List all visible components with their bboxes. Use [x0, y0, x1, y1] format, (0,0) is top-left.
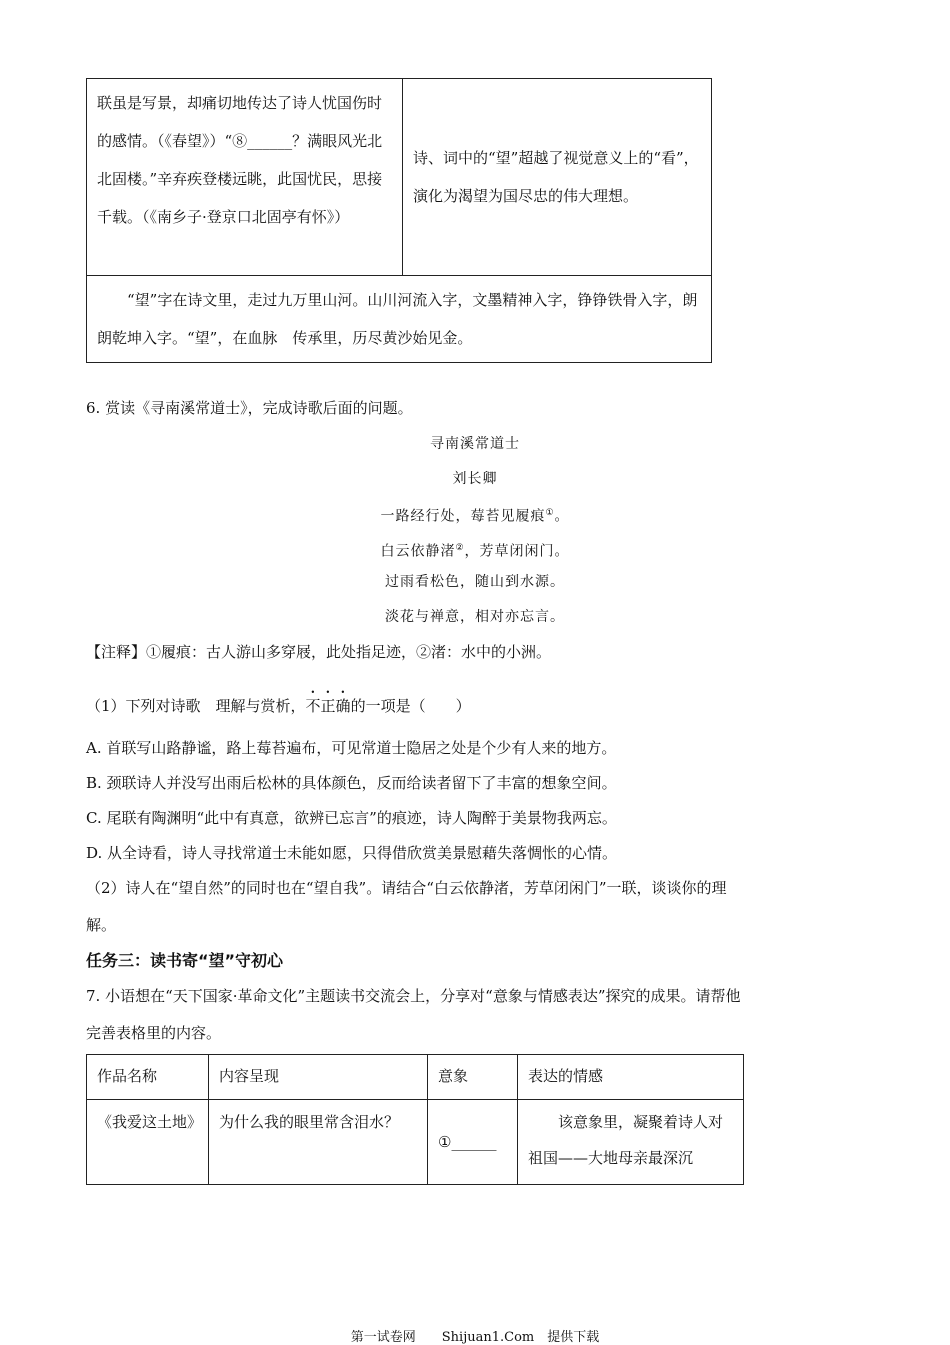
note-marker-1: ① [545, 508, 555, 518]
question-6-sub2-line2: 解。 [86, 916, 117, 934]
header-content: 内容呈现 [209, 1055, 428, 1100]
option-c: C. 尾联有陶渊明“此中有真意，欲辨已忘言”的痕迹，诗人陶醉于美景物我两忘。 [86, 809, 617, 827]
emphasis-text: 不正确 [305, 697, 351, 715]
poem-line-1: 一路经行处，莓苔见履痕①。 [380, 508, 570, 525]
option-d: D. 从全诗看，诗人寻找常道士未能如愿，只得借欣赏美景慰藉失落惆怅的心情。 [86, 844, 618, 862]
header-imagery: 意象 [428, 1055, 518, 1100]
cell-work-title: 《我爱这土地》 [87, 1100, 209, 1185]
task-3-heading: 任务三：读书寄“望”守初心 [86, 951, 284, 970]
cell-imagery-blank: ①______ [428, 1100, 518, 1185]
cell-emotion: 该意象里，凝聚着诗人对祖国——大地母亲最深沉 [518, 1100, 744, 1185]
poem-title: 寻南溪常道士 [430, 436, 520, 452]
option-b: B. 颈联诗人并没写出雨后松林的具体颜色，反而给读者留下了丰富的想象空间。 [86, 774, 617, 792]
table-row [87, 1100, 744, 1185]
header-work-title: 作品名称 [87, 1055, 209, 1100]
poem-line-3: 过雨看松色，随山到水源。 [385, 574, 565, 590]
header-emotion: 表达的情感 [518, 1055, 744, 1100]
cell-content: 为什么我的眼里常含泪水？ [209, 1100, 428, 1185]
option-a: A. 首联写山路静谧，路上莓苔遍布，可见常道士隐居之处是个少有人来的地方。 [86, 739, 617, 757]
table-header-row [87, 1055, 744, 1100]
question-7-line1: 7. 小语想在“天下国家·革命文化”主题读书交流会上，分享对“意象与情感表达”探究的成果。请帮他 [86, 987, 741, 1005]
table1-right-cell: 诗、词中的“望”超越了视觉意义上的“看”，演化为渴望为国尽忠的伟大理想。 [403, 79, 712, 276]
footer-watermark: 第一试卷网 Shijuan1.Com 提供下载 [350, 1330, 600, 1345]
continuation-table [86, 78, 712, 363]
table1-bottom-cell: “望”字在诗文里，走过九万里山河。山川河流入字，文墨精神入字，铮铮铁骨入字，朗朗乾坤入字。“望”，在血脉 传承里，历尽黄沙始见金。 [87, 276, 712, 363]
poem-author: 刘长卿 [452, 471, 498, 487]
imagery-table [86, 1054, 744, 1185]
poem-line-4: 淡花与禅意，相对亦忘言。 [385, 609, 565, 625]
poem-line-2: 白云依静渚②，芳草闭闲门。 [380, 543, 570, 560]
question-6-stem: 6. 赏读《寻南溪常道士》，完成诗歌后面的问题。 [86, 399, 413, 417]
poem-note: 【注释】①履痕：古人游山多穿屐，此处指足迹，②渚：水中的小洲。 [86, 643, 552, 661]
question-7-line2: 完善表格里的内容。 [86, 1024, 222, 1042]
note-marker-2: ② [455, 543, 465, 553]
question-6-sub1: （1）下列对诗歌 理解与赏析，不正确的一项是（ ） [86, 697, 471, 715]
table1-left-cell: 联虽是写景，却痛切地传达了诗人忧国伤时的感情。（《春望》）“⑧______？满眼风光北北固楼。”辛弃疾登楼远眺，此国忧民，思接千载。（《南乡子·登京口北固亭有怀》） [87, 79, 403, 276]
question-6-sub2-line1: （2）诗人在“望自然”的同时也在“望自我”。请结合“白云依静渚，芳草闭闲门”一联，谈谈你的理 [86, 879, 727, 897]
